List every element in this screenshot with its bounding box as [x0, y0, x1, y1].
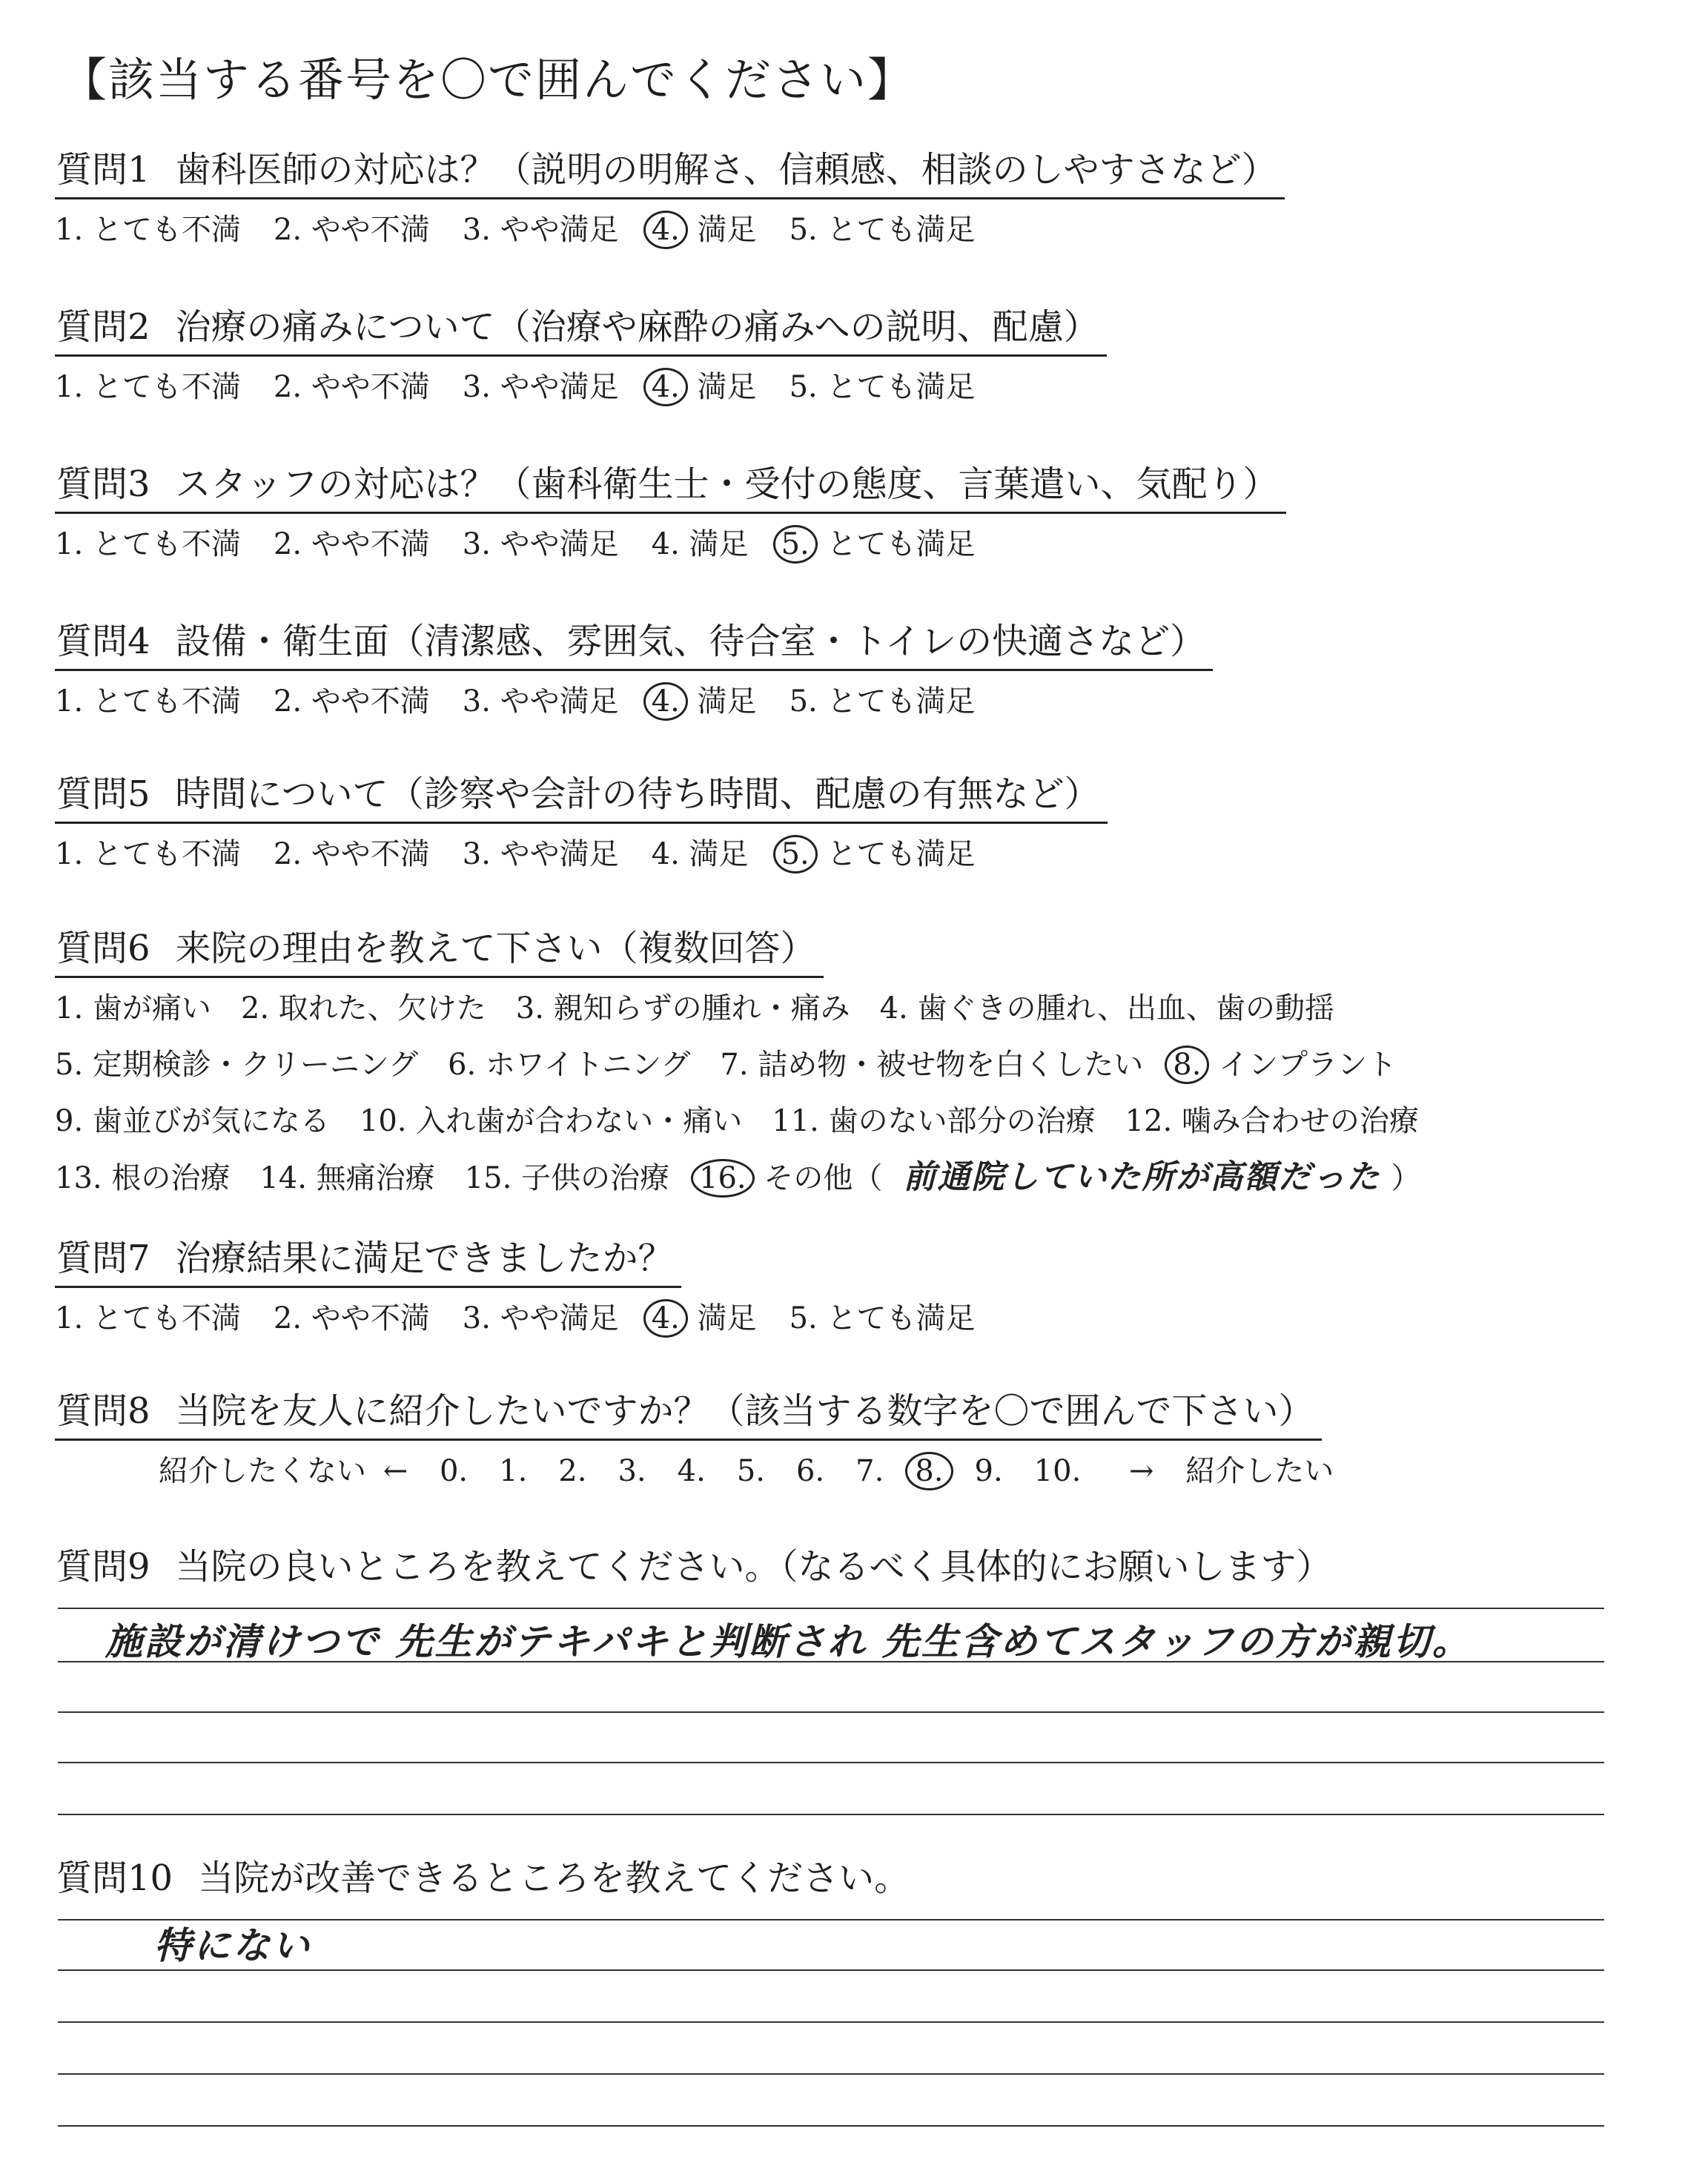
question-text: 来院の理由を教えて下さい（複数回答）: [175, 928, 816, 969]
rating-option: [274, 1298, 430, 1338]
rating-option: [55, 681, 241, 721]
option-label: 満足: [687, 1301, 757, 1335]
option-number: 5.: [55, 1048, 84, 1082]
reason-option: [720, 1045, 1143, 1085]
recommend-scale: [159, 1451, 1612, 1491]
rating-option: [463, 210, 619, 250]
option-label: 詰め物・被せ物を白くしたい: [748, 1048, 1144, 1082]
scale-left-label: 紹介したくない: [159, 1454, 366, 1488]
scale-number: 10.: [1033, 1454, 1082, 1488]
question-heading: [55, 147, 1285, 199]
option-label: 満足: [687, 684, 757, 719]
ruled-line: [58, 2021, 1604, 2023]
question-heading: [55, 925, 824, 978]
option-label: やや満足: [490, 370, 619, 404]
ruled-line: [58, 1814, 1604, 1815]
reason-option: [699, 1158, 882, 1198]
option-label: 取れた、欠けた: [269, 991, 486, 1025]
close-paren: ）: [1391, 1161, 1421, 1195]
rating-options: [55, 1298, 1612, 1338]
option-label: とても不満: [83, 213, 241, 247]
handwritten-answer: 前通院していた所が高額だった: [903, 1158, 1381, 1196]
option-label: 満足: [679, 527, 749, 561]
rating-options: [55, 367, 1612, 407]
option-label: とても不満: [83, 837, 241, 871]
option-label: とても満足: [817, 1301, 976, 1335]
reason-option: [55, 988, 211, 1028]
option-label: やや不満: [302, 370, 430, 404]
reason-option: [241, 988, 486, 1028]
rating-options: [55, 834, 1612, 874]
scale-number: 1.: [499, 1454, 528, 1488]
question-label: 質問9: [56, 1546, 150, 1588]
reason-option: [465, 1158, 669, 1198]
rating-option: [55, 367, 241, 407]
question-heading: [55, 1544, 1340, 1594]
option-label: やや満足: [490, 1301, 619, 1335]
left-arrow-icon: ←: [383, 1454, 408, 1488]
question-text: 当院を友人に紹介したいですか？（該当する数字を〇で囲んで下さい）: [175, 1390, 1314, 1432]
option-number: 2.: [273, 527, 302, 561]
reason-option: [1125, 1101, 1419, 1141]
question-7: [55, 1235, 1612, 1338]
option-number: 5.: [789, 1301, 818, 1335]
question-label: 質問2: [56, 306, 150, 348]
rating-option: [652, 210, 757, 250]
circled-number: 4.: [643, 682, 688, 721]
question-text: 歯科医師の対応は？（説明の明解さ、信頼感、相談のしやすさなど）: [175, 149, 1277, 191]
option-number: 5.: [789, 213, 818, 247]
option-number: 12.: [1125, 1104, 1173, 1138]
question-10: [55, 1855, 1612, 1906]
question-3: [55, 461, 1612, 564]
scale-number: 2.: [558, 1454, 587, 1488]
option-label: 満足: [687, 370, 757, 404]
rating-option: [652, 524, 749, 564]
option-label: ホワイトニング: [476, 1048, 691, 1082]
right-arrow-icon: →: [1129, 1454, 1154, 1488]
option-number: 1.: [55, 837, 84, 871]
option-label: インプラント: [1209, 1048, 1397, 1082]
option-number: 13.: [55, 1161, 102, 1195]
option-label: やや不満: [302, 837, 430, 871]
option-label: とても満足: [817, 527, 976, 561]
question-label: 質問4: [56, 621, 150, 662]
question-text: スタッフの対応は？（歯科衛生士・受付の態度、言葉遣い、気配り）: [175, 463, 1279, 505]
option-number: 1.: [55, 213, 84, 247]
option-label: 歯ぐきの腫れ、出血、歯の動揺: [907, 991, 1334, 1025]
scale-number: 4.: [677, 1454, 706, 1488]
option-number: 2.: [273, 1301, 302, 1335]
option-label: やや不満: [302, 213, 430, 247]
scale-number: 9.: [974, 1454, 1003, 1488]
option-label: とても不満: [83, 1301, 241, 1335]
circled-number: 8.: [905, 1452, 953, 1490]
option-label: やや不満: [302, 684, 430, 719]
question-text: 治療結果に満足できましたか？: [175, 1238, 674, 1279]
option-label: 定期検診・クリーニング: [83, 1048, 419, 1082]
ruled-line: [58, 1711, 1604, 1713]
option-number: 3.: [462, 837, 491, 871]
option-number: 2.: [273, 370, 302, 404]
reason-row: [55, 1157, 1612, 1198]
scale-numbers: [440, 1454, 1112, 1488]
question-label: 質問5: [56, 773, 150, 815]
option-number: 3.: [462, 370, 491, 404]
rating-option: [652, 367, 757, 407]
option-number: 4.: [651, 527, 680, 561]
option-label: とても満足: [817, 370, 976, 404]
option-number: 6.: [448, 1048, 477, 1082]
scale-number: 5.: [736, 1454, 765, 1488]
option-number: 1.: [55, 370, 84, 404]
circled-number: 8.: [1165, 1046, 1209, 1084]
circled-number: 5.: [773, 835, 818, 873]
question-heading: [55, 1235, 681, 1288]
scale-right-label: 紹介したい: [1185, 1454, 1334, 1488]
question-8: [55, 1388, 1612, 1491]
reason-option: [772, 1101, 1095, 1141]
question-text: 治療の痛みについて（治療や麻酔の痛みへの説明、配慮）: [175, 306, 1099, 348]
question-heading: [55, 618, 1213, 671]
circled-number: 5.: [773, 525, 818, 564]
question-text: 当院の良いところを教えてください。（なるべく具体的にお願いします）: [175, 1546, 1332, 1588]
question-4: [55, 618, 1612, 721]
option-label: やや満足: [490, 684, 619, 719]
scale-number: 6.: [795, 1454, 825, 1488]
question-label: 質問7: [56, 1238, 150, 1279]
option-label: 歯が痛い: [83, 991, 211, 1025]
rating-option: [274, 834, 430, 874]
option-number: 1.: [55, 1301, 84, 1335]
option-label: 子供の治療: [512, 1161, 670, 1195]
option-number: 1.: [55, 684, 84, 719]
option-label: とても不満: [83, 684, 241, 719]
ruled-line: [58, 2125, 1604, 2127]
rating-option: [790, 367, 976, 407]
option-label: やや満足: [490, 527, 619, 561]
rating-options: [55, 524, 1612, 564]
reason-option: [516, 988, 850, 1028]
rating-option: [55, 210, 241, 250]
question-label: 質問10: [56, 1857, 173, 1899]
ruled-line: [58, 1969, 1604, 1971]
option-number: 3.: [462, 213, 491, 247]
question-text: 設備・衛生面（清潔感、雰囲気、待合室・トイレの快適さなど）: [175, 621, 1206, 662]
option-label: 親知らずの腫れ・痛み: [543, 991, 850, 1025]
reason-row: [55, 988, 1612, 1028]
option-number: 1.: [55, 991, 84, 1025]
question-label: 質問6: [56, 928, 150, 969]
question-2: [55, 304, 1612, 407]
scale-number: 7.: [855, 1454, 884, 1488]
reason-options: [55, 988, 1612, 1198]
option-number: 7.: [720, 1048, 749, 1082]
option-number: 3.: [515, 991, 544, 1025]
question-label: 質問3: [56, 463, 150, 505]
question-heading: [55, 771, 1108, 824]
option-number: 5.: [789, 370, 818, 404]
rating-option: [463, 1298, 619, 1338]
rating-option: [274, 367, 430, 407]
reason-option: [259, 1158, 434, 1198]
option-label: 歯並びが気になる: [83, 1104, 330, 1138]
question-text: 時間について（診察や会計の待ち時間、配慮の有無など）: [175, 773, 1100, 815]
scale-number: 0.: [439, 1454, 469, 1488]
question-heading: [55, 461, 1286, 514]
rating-option: [55, 1298, 241, 1338]
rating-options: [55, 681, 1612, 721]
option-label: 無痛治療: [306, 1161, 435, 1195]
rating-option: [781, 834, 976, 874]
question-9: [55, 1544, 1612, 1594]
question-label: 質問8: [56, 1390, 150, 1432]
option-label: とても不満: [83, 370, 241, 404]
question-label: 質問1: [56, 149, 150, 191]
handwritten-answer: 特にない: [154, 1924, 311, 1967]
circled-number: 4.: [643, 368, 688, 406]
rating-option: [790, 681, 976, 721]
option-label: 満足: [679, 837, 749, 871]
option-label: 噛み合わせの治療: [1172, 1104, 1419, 1138]
circled-number: 4.: [643, 1299, 688, 1338]
option-number: 1.: [55, 527, 84, 561]
page-title: 【該当する番号を〇で囲んでください】: [61, 53, 916, 107]
rating-option: [55, 834, 241, 874]
option-number: 11.: [772, 1104, 819, 1138]
rating-option: [463, 367, 619, 407]
option-number: 2.: [240, 991, 270, 1025]
reason-option: [55, 1101, 330, 1141]
option-label: とても不満: [83, 527, 241, 561]
option-label: やや満足: [490, 213, 619, 247]
option-label: とても満足: [817, 837, 976, 871]
option-number: 4.: [651, 837, 680, 871]
option-number: 2.: [273, 684, 302, 719]
option-number: 2.: [273, 837, 302, 871]
rating-option: [274, 681, 430, 721]
reason-option: [448, 1045, 690, 1085]
answer-lines-q9: [58, 1602, 1604, 1824]
rating-option: [790, 1298, 976, 1338]
reason-option: [55, 1045, 418, 1085]
reason-option: [1173, 1045, 1397, 1085]
option-number: 3.: [462, 1301, 491, 1335]
reason-row: [55, 1101, 1612, 1141]
question-6: [55, 925, 1612, 1198]
rating-option: [274, 524, 430, 564]
question-heading: [55, 1855, 917, 1906]
rating-option: [463, 834, 619, 874]
handwritten-answer: 施設が清けつで 先生がテキパキと判断され 先生含めてスタッフの方が親切。: [105, 1620, 1472, 1663]
rating-options: [55, 210, 1612, 250]
option-label: とても満足: [817, 213, 976, 247]
ruled-line: [58, 1762, 1604, 1763]
option-number: 3.: [462, 684, 491, 719]
option-number: 10.: [359, 1104, 407, 1138]
option-label: やや満足: [490, 837, 619, 871]
reason-row: [55, 1045, 1612, 1085]
circled-number: 16.: [691, 1159, 755, 1198]
option-number: 4.: [879, 991, 908, 1025]
question-heading: [55, 1388, 1322, 1441]
rating-option: [463, 681, 619, 721]
option-label: やや不満: [302, 1301, 430, 1335]
rating-option: [652, 1298, 757, 1338]
reason-option: [880, 988, 1334, 1028]
rating-option: [652, 834, 749, 874]
rating-option: [790, 210, 976, 250]
reason-option: [360, 1101, 742, 1141]
circled-number: 4.: [643, 211, 688, 249]
rating-option: [55, 524, 241, 564]
option-number: 15.: [464, 1161, 512, 1195]
option-number: 14.: [259, 1161, 307, 1195]
scale-number: 3.: [618, 1454, 646, 1488]
reason-option: [55, 1158, 230, 1198]
option-label: その他（: [754, 1161, 883, 1195]
question-heading: [55, 304, 1107, 357]
option-label: 歯のない部分の治療: [818, 1104, 1096, 1138]
option-label: 満足: [687, 213, 757, 247]
question-5: [55, 771, 1612, 874]
option-number: 3.: [462, 527, 491, 561]
question-text: 当院が改善できるところを教えてください。: [198, 1857, 910, 1899]
option-number: 2.: [273, 213, 302, 247]
rating-option: [463, 524, 619, 564]
option-number: 5.: [789, 684, 818, 719]
option-label: 根の治療: [102, 1161, 231, 1195]
option-label: とても満足: [817, 684, 976, 719]
rating-option: [652, 681, 757, 721]
rating-option: [274, 210, 430, 250]
option-number: 9.: [55, 1104, 84, 1138]
ruled-line: [58, 1608, 1604, 1609]
rating-option: [781, 524, 976, 564]
ruled-line: [58, 2073, 1604, 2075]
answer-lines-q10: [58, 1913, 1604, 2150]
question-1: [55, 147, 1612, 250]
option-label: やや不満: [302, 527, 430, 561]
option-label: 入れ歯が合わない・痛い: [406, 1104, 743, 1138]
